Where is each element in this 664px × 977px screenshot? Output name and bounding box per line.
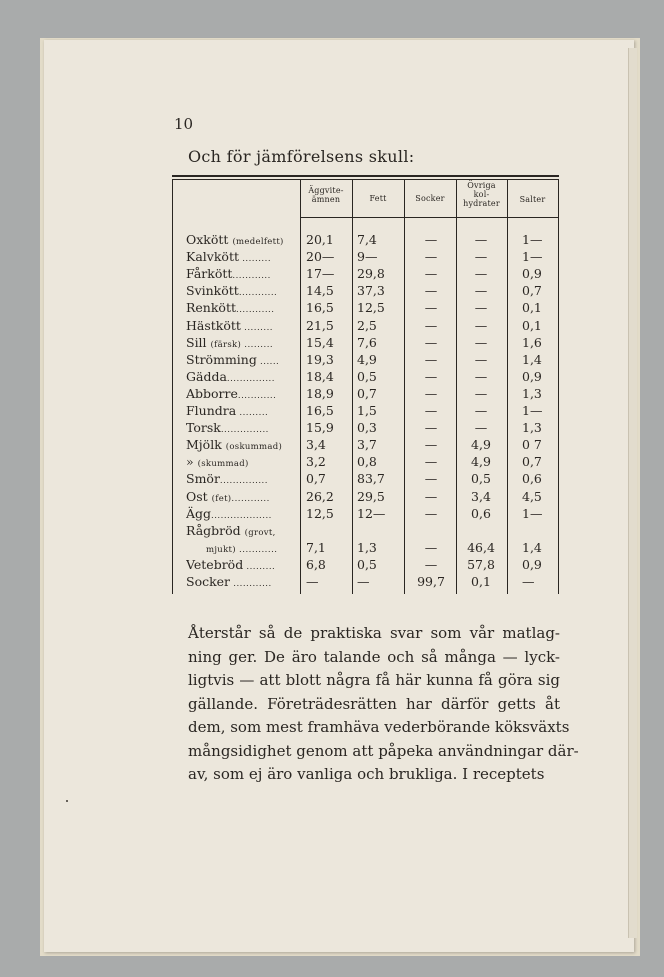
value-cell-ovriga: —: [474, 317, 488, 333]
value-cell-socker: —: [424, 505, 438, 521]
value-cell-fett: —: [357, 574, 370, 589]
food-name: Abborre: [186, 385, 238, 401]
value-cell-socker: —: [424, 437, 438, 453]
value-cell-ovriga: 4,9: [471, 437, 491, 453]
value-cell-ovriga: 0,6: [471, 505, 491, 521]
food-note: (medelfett): [232, 237, 284, 247]
value-cell-ovriga: —: [474, 385, 488, 401]
table-row: [172, 488, 559, 505]
value-cell-aggvite: 15,4: [306, 334, 334, 350]
leader-dots: ............: [237, 390, 277, 401]
value-cell-socker: —: [424, 317, 438, 333]
column-header-fett: Fett: [369, 194, 387, 203]
table-row: [172, 453, 559, 470]
value-cell-ovriga: 0,5: [471, 471, 491, 487]
value-cell-aggvite: 20—: [306, 249, 335, 265]
food-name: Socker: [186, 574, 231, 589]
leader-dots: ............: [238, 288, 278, 299]
value-cell-salter: 1,3: [522, 385, 542, 401]
leader-dots: ............: [231, 493, 270, 504]
leader-dots: .........: [240, 322, 273, 333]
value-cell-aggvite: 0,7: [306, 471, 326, 487]
table-row: [172, 248, 559, 265]
paragraph-line: dem, som mest framhäva vederbörande köksväxts: [188, 718, 570, 736]
value-cell-fett: 1,3: [357, 539, 377, 555]
leader-dots: ...................: [211, 510, 272, 521]
value-cell-salter: 1,3: [522, 420, 542, 436]
value-cell-salter: 0,9: [522, 556, 542, 572]
value-cell-salter: —: [522, 574, 535, 589]
column-header-salter: Salter: [519, 195, 546, 204]
value-cell-fett: 12—: [357, 505, 386, 521]
value-cell-fett: 29,5: [357, 488, 385, 504]
value-cell-socker: —: [424, 556, 438, 572]
value-cell-salter: 1—: [522, 249, 543, 265]
leader-dots: ............: [230, 579, 272, 589]
header-rule: [300, 217, 559, 218]
leader-dots: ......: [256, 356, 280, 367]
next-page-edge: [628, 48, 637, 938]
table-row: [172, 317, 559, 334]
table-row: [172, 265, 559, 282]
value-cell-salter: 1—: [522, 232, 543, 247]
table-row: [172, 231, 559, 248]
value-cell-fett: 83,7: [357, 471, 385, 487]
value-cell-aggvite: 20,1: [306, 232, 334, 247]
food-note: (grovt,: [244, 527, 276, 538]
value-cell-aggvite: 21,5: [306, 317, 334, 333]
value-cell-ovriga: 46,4: [467, 539, 495, 555]
value-cell-fett: 29,8: [357, 266, 385, 282]
leader-dots: .........: [239, 254, 272, 265]
value-cell-fett: 0,3: [357, 420, 377, 436]
value-cell-socker: —: [424, 420, 438, 436]
food-name: Ägg: [186, 505, 212, 521]
food-name: Kalvkött: [186, 249, 239, 265]
value-cell-salter: 0,6: [522, 471, 542, 487]
table-row: [172, 385, 559, 402]
value-cell-socker: —: [424, 283, 438, 299]
value-cell-aggvite: 26,2: [306, 488, 334, 504]
value-cell-fett: 7,6: [357, 334, 377, 350]
leader-dots: .........: [236, 408, 269, 418]
value-cell-ovriga: 3,4: [471, 488, 491, 504]
value-cell-ovriga: —: [474, 266, 488, 282]
leader-dots: .........: [241, 339, 274, 350]
value-cell-fett: 0,7: [357, 385, 377, 401]
value-cell-aggvite: 14,5: [306, 283, 334, 299]
food-name: Mjölk: [186, 437, 222, 453]
value-cell-fett: 0,5: [357, 368, 377, 384]
table-row: [172, 436, 559, 453]
value-cell-fett: 4,9: [357, 351, 377, 367]
leader-dots: ...............: [219, 476, 268, 487]
column-header-ovriga-kolhydrater: Övriga kol- hydrater: [463, 181, 500, 208]
value-cell-socker: —: [424, 488, 438, 504]
leader-dots: ...............: [226, 373, 275, 384]
value-cell-socker: —: [424, 539, 438, 555]
value-cell-ovriga: —: [474, 403, 488, 418]
paragraph-line: ligtvis — att blott några få här kunna få göra sig: [188, 671, 560, 689]
value-cell-socker: —: [424, 454, 438, 470]
table-row: [172, 470, 559, 487]
value-cell-ovriga: —: [474, 351, 488, 367]
table-row: [172, 299, 559, 316]
value-cell-salter: 1,4: [522, 539, 542, 555]
column-header-socker: Socker: [415, 194, 445, 203]
food-name: Vetebröd: [186, 556, 244, 572]
value-cell-ovriga: —: [474, 249, 488, 265]
food-name: Renkött: [186, 300, 237, 316]
value-cell-aggvite: 7,1: [306, 539, 326, 555]
nutrition-table: [172, 180, 559, 594]
value-cell-ovriga: —: [474, 334, 488, 350]
value-cell-salter: 1—: [522, 505, 543, 521]
value-cell-socker: —: [424, 471, 438, 487]
value-cell-fett: 12,5: [357, 300, 385, 316]
value-cell-fett: 0,8: [357, 454, 377, 470]
value-cell-ovriga: 57,8: [467, 556, 495, 572]
value-cell-socker: 99,7: [417, 574, 445, 589]
food-name-cell: [186, 573, 302, 593]
value-cell-salter: 0,1: [522, 317, 542, 333]
value-cell-socker: —: [424, 368, 438, 384]
paragraph-line: ning ger. De äro talande och så många — lyck-: [188, 647, 560, 666]
food-name: Flundra: [186, 403, 237, 418]
value-cell-socker: —: [424, 385, 438, 401]
table-row: [172, 282, 559, 299]
table-row: [172, 334, 559, 351]
table-row: [172, 505, 559, 522]
food-name: Fårkött: [186, 266, 233, 282]
value-cell-salter: 4,5: [522, 488, 542, 504]
paper-speck: [66, 800, 68, 802]
value-cell-aggvite: 6,8: [306, 556, 326, 572]
table-row: [172, 419, 559, 436]
value-cell-salter: 0,1: [522, 300, 542, 316]
paragraph-line: mångsidighet genom att påpeka användningar där-: [188, 741, 579, 760]
value-cell-aggvite: 19,3: [306, 351, 334, 367]
table-row: [172, 402, 559, 419]
value-cell-aggvite: 17—: [306, 266, 335, 282]
value-cell-salter: 1,6: [522, 334, 542, 350]
value-cell-socker: —: [424, 266, 438, 282]
value-cell-aggvite: 15,9: [306, 420, 334, 436]
table-row: [172, 573, 559, 590]
food-name: Sill: [186, 334, 207, 350]
paragraph-line: av, som ej äro vanliga och brukliga. I receptets: [188, 765, 545, 783]
value-cell-ovriga: —: [474, 420, 488, 436]
value-cell-ovriga: —: [474, 283, 488, 299]
value-cell-salter: 1—: [522, 403, 543, 418]
food-note: (fet): [211, 493, 232, 504]
value-cell-salter: 0,9: [522, 368, 542, 384]
table-row: [172, 368, 559, 385]
leader-dots: ............: [235, 544, 278, 555]
food-name: Ost: [186, 488, 208, 504]
paragraph-line: gällande. Företrädesrätten har därför getts åt: [188, 694, 560, 713]
value-cell-fett: 37,3: [357, 283, 385, 299]
value-cell-socker: —: [424, 351, 438, 367]
food-note: (färsk): [210, 339, 242, 350]
value-cell-salter: 0,7: [522, 454, 542, 470]
value-cell-fett: 3,7: [357, 437, 377, 453]
value-cell-fett: 2,5: [357, 317, 377, 333]
table-row: [172, 351, 559, 368]
value-cell-ovriga: —: [474, 368, 488, 384]
value-cell-salter: 0 7: [522, 437, 542, 453]
page-number: 10: [174, 115, 194, 133]
food-note: (oskummad): [225, 442, 283, 453]
value-cell-aggvite: 3,2: [306, 454, 326, 470]
leader-dots: ............: [232, 271, 271, 282]
value-cell-aggvite: 16,5: [306, 403, 334, 418]
value-cell-ovriga: —: [474, 232, 488, 247]
value-cell-ovriga: —: [474, 300, 488, 316]
leader-dots: ............: [236, 305, 275, 316]
food-name: Svinkött: [186, 283, 239, 299]
body-paragraph: [188, 622, 579, 787]
food-name: Torsk: [186, 420, 221, 436]
food-name: »: [186, 454, 194, 470]
value-cell-aggvite: 16,5: [306, 300, 334, 316]
table-row: [172, 539, 559, 556]
value-cell-aggvite: —: [306, 574, 319, 589]
value-cell-aggvite: 18,9: [306, 385, 334, 401]
value-cell-socker: —: [424, 334, 438, 350]
value-cell-aggvite: 18,4: [306, 368, 334, 384]
value-cell-socker: —: [424, 232, 438, 247]
food-name: Gädda: [186, 368, 227, 384]
value-cell-socker: —: [424, 300, 438, 316]
value-cell-fett: 1,5: [357, 403, 377, 418]
value-cell-ovriga: 4,9: [471, 454, 491, 470]
value-cell-salter: 1,4: [522, 351, 542, 367]
food-note: mjukt): [206, 544, 236, 555]
value-cell-aggvite: 12,5: [306, 505, 334, 521]
table-top-rule: [172, 175, 559, 177]
food-note: (skummad): [197, 459, 249, 470]
column-header-aggviteamnen: Äggvite- ämnen: [308, 186, 344, 204]
food-name: Hästkött: [186, 317, 241, 333]
value-cell-salter: 0,9: [522, 266, 542, 282]
value-cell-socker: —: [424, 403, 438, 418]
food-name: Rågbröd: [186, 522, 241, 538]
value-cell-ovriga: 0,1: [471, 574, 491, 589]
food-name: Smör: [186, 471, 220, 487]
leader-dots: .........: [243, 561, 276, 572]
value-cell-fett: 9—: [357, 249, 378, 265]
food-name: Strömming: [186, 351, 257, 367]
value-cell-aggvite: 3,4: [306, 437, 326, 453]
table-row: [172, 522, 559, 539]
value-cell-socker: —: [424, 249, 438, 265]
value-cell-fett: 0,5: [357, 556, 377, 572]
page-heading: Och för jämförelsens skull:: [188, 147, 415, 166]
leader-dots: ...............: [220, 425, 269, 436]
value-cell-salter: 0,7: [522, 283, 542, 299]
paragraph-line: Återstår så de praktiska svar som vår matlag-: [188, 624, 560, 642]
value-cell-fett: 7,4: [357, 232, 377, 247]
food-name: Oxkött: [186, 232, 229, 247]
table-row: [172, 556, 559, 573]
